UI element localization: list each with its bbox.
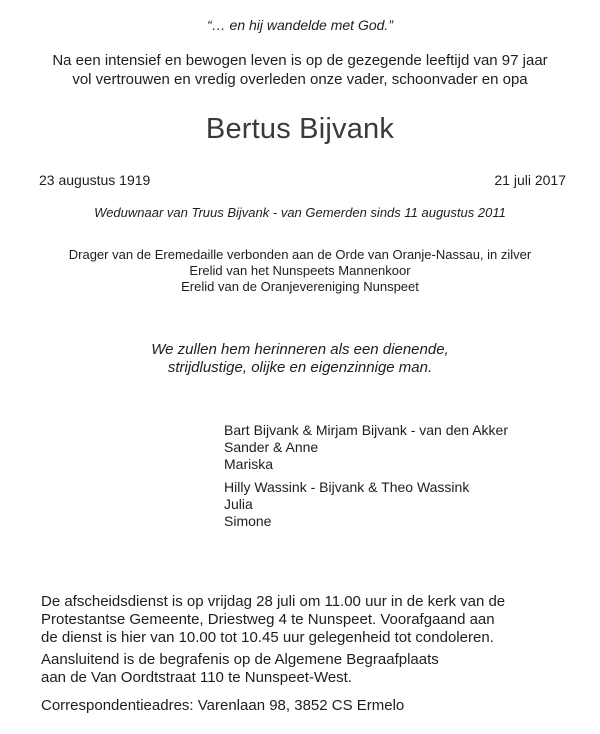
intro-line-2: vol vertrouwen en vredig overleden onze vader, schoonvader en opa [72,71,528,88]
correspondence-address: Correspondentieadres: Varenlaan 98, 3852 CS Ermelo [41,697,405,714]
birth-date: 23 augustus 1919 [39,172,151,188]
family-member: Julia [224,496,253,512]
family-member: Hilly Wassink - Bijvank & Theo Wassink [224,479,470,495]
opening-quote: “… en hij wandelde met God.” [207,17,393,33]
service-line-1: De afscheidsdienst is op vrijdag 28 juli om 11.00 uur in de kerk van de [41,593,506,610]
memory-line-2: strijdlustige, olijke en eigenzinnige man. [167,359,433,376]
honor-line-2: Erelid van het Nunspeets Mannenkoor [189,263,411,278]
death-date: 21 juli 2017 [494,172,566,188]
burial-line-2: aan de Van Oordtstraat 110 te Nunspeet-West. [41,669,353,686]
family-member: Mariska [224,456,274,472]
memory-line-1: We zullen hem herinneren als een dienende, [151,341,449,358]
honor-line-1: Drager van de Eremedaille verbonden aan de Orde van Oranje-Nassau, in zilver [68,247,532,262]
burial-line-1: Aansluitend is de begrafenis op de Algemene Begraafplaats [41,651,439,668]
service-line-2: Protestantse Gemeente, Driestweg 4 te Nunspeet. Voorafgaand aan [41,611,495,628]
honor-line-3: Erelid van de Oranjevereniging Nunspeet [181,279,419,294]
family-member: Simone [224,513,272,529]
intro-line-1: Na een intensief en bewogen leven is op de gezegende leeftijd van 97 jaar [52,52,548,69]
family-member: Sander & Anne [224,439,319,455]
family-member: Bart Bijvank & Mirjam Bijvank - van den Akker [224,422,508,438]
widower-line: Weduwnaar van Truus Bijvank - van Gemerden sinds 11 augustus 2011 [94,205,506,220]
service-line-3: de dienst is hier van 10.00 tot 10.45 uur gelegenheid tot condoleren. [41,629,494,646]
deceased-name: Bertus Bijvank [205,113,395,145]
